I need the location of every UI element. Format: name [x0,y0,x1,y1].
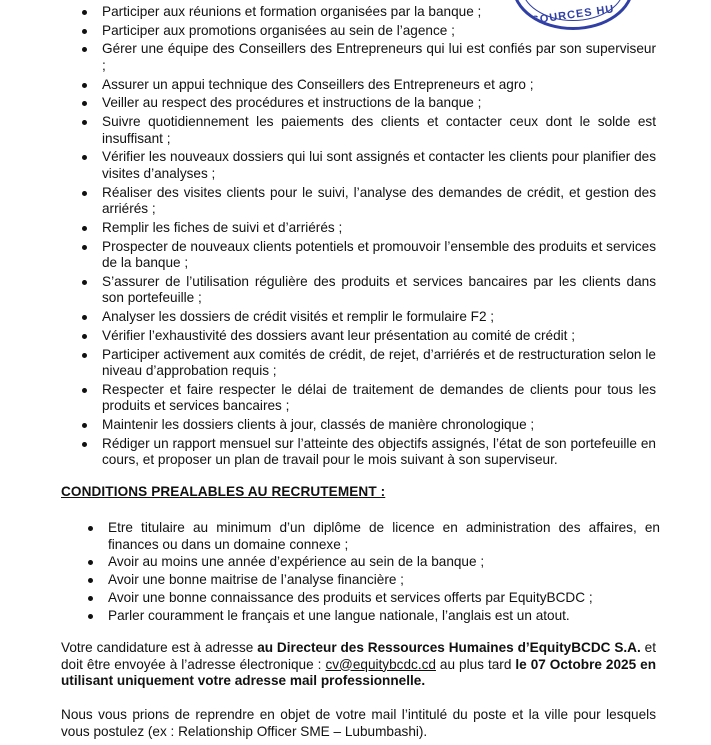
responsibility-item: Respecter et faire respecter le délai de traitement de demandes de clients pour tous les produits et services bancaires ; [78,382,656,415]
conditions-heading: CONDITIONS PREALABLES AU RECRUTEMENT : [61,484,386,499]
application-deadline: le 07 Octobre 2025 en utilisant uniquement votre adresse mail professionnelle. [61,656,656,689]
application-email-link[interactable]: cv@equitybcdc.cd [325,656,436,672]
conditions-list [84,520,660,626]
responsibility-item: Gérer une équipe des Conseillers des Entrepreneurs qui lui est confiés par son superviseur ; [78,41,656,74]
stamp-text: SOURCES HU [530,3,616,27]
responsibility-item: Vérifier les nouveaux dossiers qui lui sont assignés et contacter les clients pour planifier des visites d’analyses ; [78,149,656,182]
application-paragraph [61,640,656,690]
responsibility-item: Prospecter de nouveaux clients potentiels et promouvoir l’ensemble des produits et services de la banque ; [78,239,656,272]
responsibility-item: Participer aux promotions organisées au sein de l’agence ; [78,23,656,40]
application-text-1: Votre candidature est à adresse [61,640,258,655]
responsibilities-list [78,4,656,471]
responsibility-item: Réaliser des visites clients pour le suivi, l’analyse des demandes de crédit, et gestion des arriérés ; [78,185,656,218]
responsibility-item: Vérifier l’exhaustivité des dossiers avant leur présentation au comité de crédit ; [78,328,656,345]
responsibility-item: Assurer un appui technique des Conseillers des Entrepreneurs et agro ; [78,77,656,94]
application-text-2: et doit être envoyée à l’adresse électronique : [61,640,656,672]
responsibility-item: Maintenir les dossiers clients à jour, classés de manière chronologique ; [78,417,656,434]
application-recipient: au Directeur des Ressources Humaines d’EquityBCDC S.A. [257,640,641,655]
subject-note-paragraph: Nous vous prions de reprendre en objet de votre mail l’intitulé du poste et la ville pour lesquels vous postulez (ex : Relationship Officer SME – Lubumbashi). [61,707,656,739]
condition-item: Parler couramment le français et une langue nationale, l’anglais est un atout. [84,608,660,625]
responsibility-item: Veiller au respect des procédures et instructions de la banque ; [78,95,656,112]
condition-item: Avoir une bonne maitrise de l’analyse financière ; [84,572,660,589]
responsibility-item: S’assurer de l’utilisation régulière des produits et services bancaires par les clients dans son portefeuille ; [78,274,656,307]
responsibility-item: Participer aux réunions et formation organisées par la banque ; [78,4,656,21]
responsibility-item: Participer activement aux comités de crédit, de rejet, d’arriérés et de restructuration selon le niveau d’approbation requis ; [78,347,656,380]
condition-item: Avoir au moins une année d’expérience au sein de la banque ; [84,554,660,571]
responsibility-item: Analyser les dossiers de crédit visités et remplir le formulaire F2 ; [78,309,656,326]
condition-item: Avoir une bonne connaissance des produits et services offerts par EquityBCDC ; [84,590,660,607]
responsibility-item: Suivre quotidiennement les paiements des clients et contacter ceux dont le solde est insuffisant ; [78,114,656,147]
responsibility-item: Remplir les fiches de suivi et d’arriérés ; [78,220,656,237]
condition-item: Etre titulaire au minimum d’un diplôme de licence en administration des affaires, en finances ou dans un domaine connexe ; [84,520,660,553]
application-text-3: au plus tard [435,656,516,672]
responsibility-item: Rédiger un rapport mensuel sur l’atteinte des objectifs assignés, l’état de son portefeuille en cours, et proposer un plan de travail pour le mois suivant à son superviseur. [78,436,656,469]
